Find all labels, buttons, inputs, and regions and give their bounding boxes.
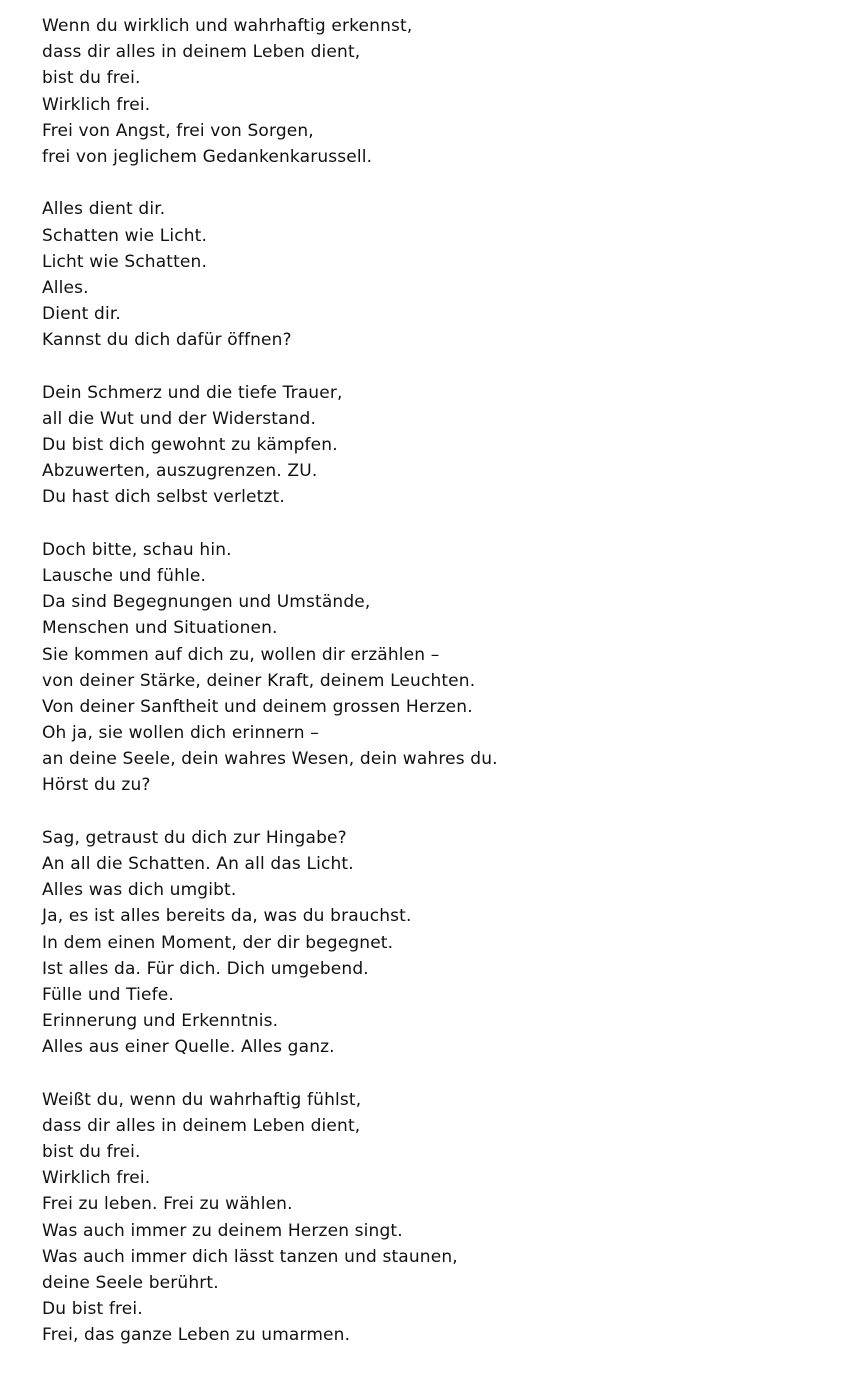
poem-line: Wenn du wirklich und wahrhaftig erkennst,: [42, 16, 413, 36]
poem-line: von deiner Stärke, deiner Kraft, deinem Leuchten.: [42, 670, 476, 691]
poem-line: frei von jeglichem Gedankenkarussell.: [42, 146, 373, 167]
poem-line: Wirklich frei.: [42, 1168, 151, 1189]
poem-line: Frei zu leben. Frei zu wählen.: [42, 1194, 293, 1215]
stanza-2: [42, 196, 842, 353]
poem-line: Erinnerung und Erkenntnis.: [42, 1011, 279, 1032]
poem-line: Alles.: [42, 277, 89, 298]
poem-line: In dem einen Moment, der dir begegnet.: [42, 932, 394, 953]
poem-line: Du hast dich selbst verletzt.: [42, 487, 285, 508]
poem-line: Alles was dich umgibt.: [42, 880, 237, 901]
poem-line: Menschen und Situationen.: [42, 618, 278, 639]
poem-line: dass dir alles in deinem Leben dient,: [42, 1115, 361, 1136]
poem-line: Kannst du dich dafür öffnen?: [42, 330, 292, 351]
poem-line: Von deiner Sanftheit und deinem grossen Herzen.: [42, 696, 473, 717]
poem-line: Weißt du, wenn du wahrhaftig fühlst,: [42, 1089, 362, 1110]
stanza-1: [42, 13, 842, 170]
poem-line: Dient dir.: [42, 304, 121, 325]
poem-line: Abzuwerten, auszugrenzen. ZU.: [42, 461, 318, 482]
poem-line: Du bist dich gewohnt zu kämpfen.: [42, 435, 338, 455]
poem-line: Alles aus einer Quelle. Alles ganz.: [42, 1037, 335, 1058]
poem-line: Du bist frei.: [42, 1299, 143, 1320]
poem-line: Wirklich frei.: [42, 94, 151, 115]
poem-line: Fülle und Tiefe.: [42, 984, 174, 1005]
poem-line: Was auch immer dich lässt tanzen und staunen,: [42, 1246, 458, 1267]
poem-line: Oh ja, sie wollen dich erinnern –: [42, 723, 319, 744]
poem-line: Frei, das ganze Leben zu umarmen.: [42, 1325, 351, 1346]
poem-line: Lausche und fühle.: [42, 565, 207, 586]
poem-line: Was auch immer zu deinem Herzen singt.: [42, 1220, 403, 1241]
stanza-4: [42, 537, 842, 799]
poem-line: dass dir alles in deinem Leben dient,: [42, 42, 361, 63]
poem-line: Sie kommen auf dich zu, wollen dir erzählen –: [42, 644, 440, 665]
poem-line: Ja, es ist alles bereits da, was du brauchst.: [42, 906, 412, 927]
poem-line: Alles dient dir.: [42, 199, 166, 220]
poem-line: deine Seele berührt.: [42, 1273, 219, 1293]
poem-line: Hörst du zu?: [42, 775, 151, 796]
poem: [42, 13, 842, 1375]
poem-line: bist du frei.: [42, 68, 141, 89]
stanza-5: [42, 825, 842, 1061]
poem-line: Sag, getraust du dich zur Hingabe?: [42, 827, 347, 848]
poem-line: Licht wie Schatten.: [42, 251, 208, 272]
poem-line: Schatten wie Licht.: [42, 225, 208, 246]
stanza-6: [42, 1087, 842, 1349]
stanza-3: [42, 380, 842, 511]
poem-line: Doch bitte, schau hin.: [42, 539, 232, 560]
poem-line: An all die Schatten. An all das Licht.: [42, 854, 354, 874]
poem-line: Frei von Angst, frei von Sorgen,: [42, 120, 314, 141]
poem-line: Ist alles da. Für dich. Dich umgebend.: [42, 958, 369, 979]
poem-line: bist du frei.: [42, 1142, 141, 1163]
poem-line: Dein Schmerz und die tiefe Trauer,: [42, 382, 343, 403]
poem-line: an deine Seele, dein wahres Wesen, dein wahres du.: [42, 749, 498, 770]
poem-line: Da sind Begegnungen und Umstände,: [42, 592, 371, 613]
poem-line: all die Wut und der Widerstand.: [42, 408, 317, 429]
